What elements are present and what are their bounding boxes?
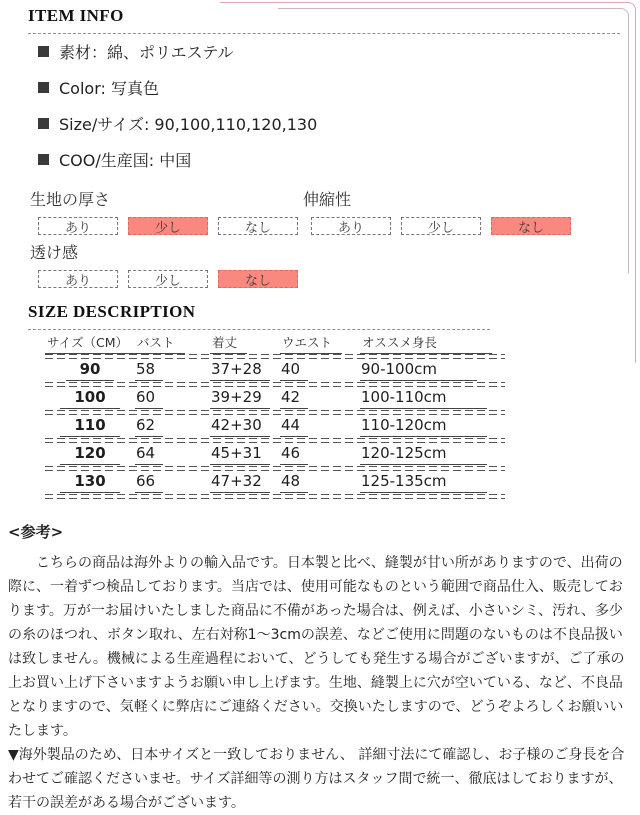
size-table-cell: [45, 417, 135, 437]
size-table-cell-text: 37+28: [210, 361, 270, 381]
size-table-cell: [210, 361, 280, 381]
attr-option: あり: [38, 270, 118, 288]
size-table-header-text: サイズ（CM）: [45, 333, 135, 354]
size-table-cell: [360, 417, 505, 437]
size-table-header-cell: [210, 333, 280, 354]
size-table-cell-text: 120-125cm: [360, 445, 487, 465]
reference-paragraph-1: こちらの商品は海外よりの輸入品です。日本製と比べ、縫製が甘い所がありますので、出荷の際に、一着ずつ検品しております。当店では、使用可能なものという範囲で商品仕入、販売しております。万が一お届けいたしました商品に不備があった場合は、例えば、小さいシミ、汚れ、多少の糸のほつれ、ボタン取れ、左右対称1～3cmの誤差、などご使用に問題のないものは不良品扱いは致しません。機械による生産過程において、どうしても発生する場合がございますが、ご了承の上お買い上げ下さいますようお願い申し上げます。生地、縫製上に穴が空いている、など、不良品となりますので、気軽くに弊店にご連絡ください。交換いたしますので、どうぞよろしくお願いいたします。: [8, 555, 625, 739]
size-table-cell: [210, 445, 280, 465]
size-table-header-text: オススメ身長: [360, 333, 492, 354]
size-table-cell-text: 125-135cm: [360, 473, 487, 493]
size-table-cell-text: 90: [66, 361, 115, 381]
reference-section: [8, 522, 634, 815]
size-table-cell: [45, 361, 135, 381]
size-table-cell: [45, 473, 135, 493]
attr-option-selected: 少し: [128, 217, 208, 235]
size-table-header-text: ウエスト: [280, 333, 342, 354]
attr-group-label: 伸縮性: [303, 190, 352, 209]
size-table-cell-text: 120: [60, 445, 119, 465]
item-info-row: [38, 76, 317, 98]
size-table-header-text: 着丈: [210, 333, 247, 354]
size-table-cell-text: 58: [135, 361, 163, 381]
size-table-cell: [280, 417, 360, 437]
attr-options: [38, 217, 298, 235]
size-table-header-text: バスト: [135, 333, 185, 354]
size-table-cell-text: 47+32: [210, 473, 270, 493]
size-table-row: [45, 359, 505, 387]
size-table-cell-text: 44: [280, 417, 308, 437]
size-table-cell-text: 46: [280, 445, 308, 465]
size-table-cell-text: 64: [135, 445, 163, 465]
reference-paragraph-2: ▼海外製品のため、日本サイズと一致しておりません、 詳細寸法にて確認し、お子様のご身長を合わせてご確認くださいませ。サイズ詳細等の測り方はスタッフ間で統一、徹底はしておりますが、若干の誤差がある場合がございます。: [8, 747, 625, 811]
size-table-cell: [280, 473, 360, 493]
attr-option: あり: [38, 217, 118, 235]
attr-option-selected: なし: [218, 270, 298, 288]
size-table-cell: [210, 389, 280, 409]
item-info-title: ITEM INFO: [28, 6, 620, 34]
item-info-text: COO/生産国: 中国: [59, 150, 192, 170]
size-table-header-cell: [135, 333, 210, 354]
size-table-cell: [135, 389, 210, 409]
attr-group-label: 透け感: [30, 243, 79, 262]
item-info-row: [38, 112, 317, 134]
item-info-row: [38, 40, 317, 62]
attr-option-selected: なし: [491, 217, 571, 235]
size-table-cell: [135, 417, 210, 437]
size-table-cell-text: 39+29: [210, 389, 270, 409]
attr-group: [30, 190, 298, 235]
item-info-text: Color: 写真色: [59, 78, 159, 98]
size-table-cell: [360, 445, 505, 465]
attr-option: なし: [218, 217, 298, 235]
attr-group: [30, 243, 298, 288]
size-table-cell-text: 45+31: [210, 445, 270, 465]
size-table-cell-text: 66: [135, 473, 163, 493]
size-description-title: SIZE DESCRIPTION: [28, 302, 490, 330]
bullet-square-icon: [38, 118, 49, 129]
size-table-cell: [45, 445, 135, 465]
size-table: [45, 333, 505, 499]
size-table-cell-text: 62: [135, 417, 163, 437]
bullet-square-icon: [38, 82, 49, 93]
size-table-header: [45, 333, 505, 359]
item-info-text: 素材：綿、ポリエステル: [59, 42, 234, 62]
size-table-row: [45, 415, 505, 443]
size-table-cell-text: 130: [60, 473, 119, 493]
bullet-square-icon: [38, 154, 49, 165]
size-table-cell: [360, 473, 505, 493]
size-table-header-cell: [280, 333, 360, 354]
attr-group-label: 生地の厚さ: [30, 190, 111, 209]
size-table-cell-text: 42+30: [210, 417, 270, 437]
size-table-cell-text: 110-120cm: [360, 417, 487, 437]
size-table-cell-text: 40: [280, 361, 308, 381]
size-table-cell: [360, 361, 505, 381]
attr-options: [38, 270, 298, 288]
size-table-cell-text: 60: [135, 389, 163, 409]
size-table-cell: [135, 473, 210, 493]
reference-heading: <参考>: [8, 523, 64, 541]
attr-option: 少し: [401, 217, 481, 235]
size-table-cell-text: 110: [60, 417, 119, 437]
size-table-cell-text: 42: [280, 389, 308, 409]
attr-option: あり: [311, 217, 391, 235]
size-table-cell-text: 100: [60, 389, 119, 409]
size-table-cell-text: 48: [280, 473, 308, 493]
size-table-row: [45, 443, 505, 471]
item-info-text: Size/サイズ: 90,100,110,120,130: [59, 114, 318, 134]
attr-options: [311, 217, 571, 235]
size-table-cell: [210, 417, 280, 437]
size-table-cell-text: 90-100cm: [360, 361, 477, 381]
size-table-header-cell: [45, 333, 135, 354]
attr-option: 少し: [128, 270, 208, 288]
bullet-square-icon: [38, 46, 49, 57]
size-table-cell: [135, 361, 210, 381]
item-info-row: [38, 148, 317, 170]
size-table-cell-text: 100-110cm: [360, 389, 487, 409]
size-table-cell: [280, 361, 360, 381]
size-table-cell: [280, 389, 360, 409]
size-table-cell: [135, 445, 210, 465]
item-info-list: [38, 40, 317, 184]
size-table-header-cell: [360, 333, 505, 354]
size-table-cell: [45, 389, 135, 409]
size-table-cell: [210, 473, 280, 493]
attr-group: [303, 190, 571, 235]
size-table-cell: [360, 389, 505, 409]
size-table-row: [45, 471, 505, 499]
size-table-cell: [280, 445, 360, 465]
size-table-row: [45, 387, 505, 415]
